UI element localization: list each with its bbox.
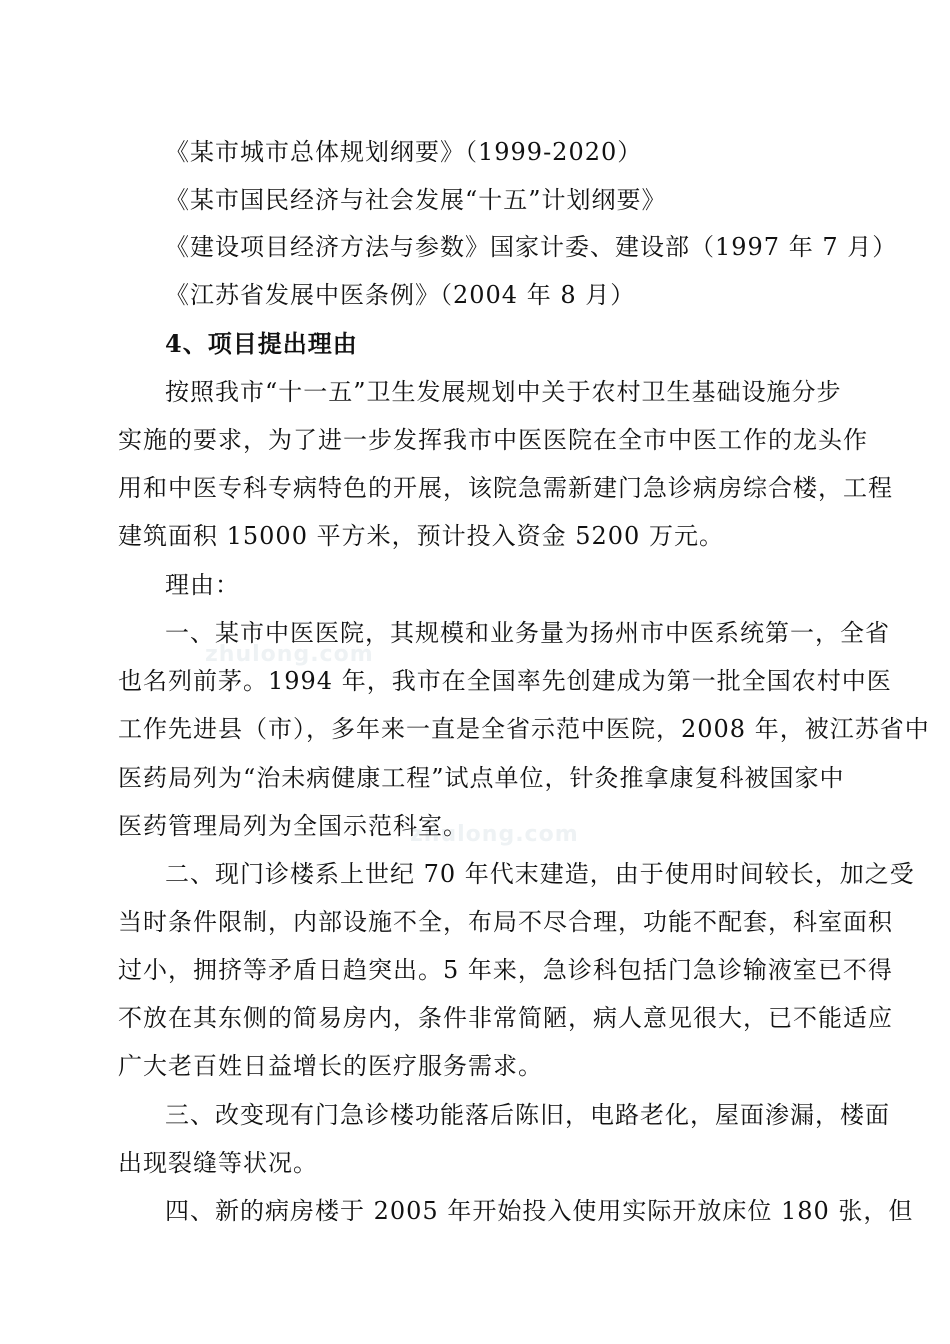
- reference-line: 《江苏省发展中医条例》（2004 年 8 月）: [165, 281, 636, 309]
- paragraph-line: 实施的要求，为了进一步发挥我市中医医院在全市中医工作的龙头作: [118, 426, 868, 454]
- paragraph-line: 出现裂缝等状况。: [118, 1149, 318, 1177]
- paragraph-line: 一、某市中医医院，其规模和业务量为扬州市中医系统第一，全省: [165, 619, 890, 647]
- reasons-label: 理由：: [165, 571, 240, 599]
- reference-line: 《建设项目经济方法与参数》国家计委、建设部（1997 年 7 月）: [165, 233, 898, 261]
- paragraph-line: 四、新的病房楼于 2005 年开始投入使用实际开放床位 180 张，但: [165, 1197, 914, 1225]
- paragraph-line: 不放在其东侧的简易房内，条件非常简陋，病人意见很大，已不能适应: [118, 1004, 893, 1032]
- paragraph-line: 当时条件限制，内部设施不全，布局不尽合理，功能不配套，科室面积: [118, 908, 893, 936]
- reference-line: 《某市城市总体规划纲要》（1999-2020）: [165, 138, 643, 166]
- watermark-text: zhulong.com: [205, 642, 374, 667]
- paragraph-line: 医药局列为“治未病健康工程”试点单位，针灸推拿康复科被国家中: [118, 764, 845, 792]
- paragraph-line: 医药管理局列为全国示范科室。: [118, 812, 468, 840]
- paragraph-line: 广大老百姓日益增长的医疗服务需求。: [118, 1052, 543, 1080]
- paragraph-line: 三、改变现有门急诊楼功能落后陈旧，电路老化，屋面渗漏，楼面: [165, 1101, 890, 1129]
- paragraph-line: 二、现门诊楼系上世纪 70 年代末建造，由于使用时间较长，加之受: [165, 860, 915, 888]
- paragraph-line: 按照我市“十一五”卫生发展规划中关于农村卫生基础设施分步: [165, 378, 842, 406]
- paragraph-line: 用和中医专科专病特色的开展，该院急需新建门急诊病房综合楼，工程: [118, 474, 893, 502]
- paragraph-line: 也名列前茅。1994 年，我市在全国率先创建成为第一批全国农村中医: [118, 667, 892, 695]
- section-heading: 4、项目提出理由: [165, 329, 358, 358]
- paragraph-line: 工作先进县（市），多年来一直是全省示范中医院，2008 年，被江苏省中: [118, 715, 930, 743]
- paragraph-line: 过小，拥挤等矛盾日趋突出。5 年来，急诊科包括门急诊输液室已不得: [118, 956, 893, 984]
- paragraph-line: 建筑面积 15000 平方米，预计投入资金 5200 万元。: [118, 522, 724, 550]
- reference-line: 《某市国民经济与社会发展“十五”计划纲要》: [165, 186, 667, 214]
- watermark-text: zhulong.com: [410, 822, 579, 847]
